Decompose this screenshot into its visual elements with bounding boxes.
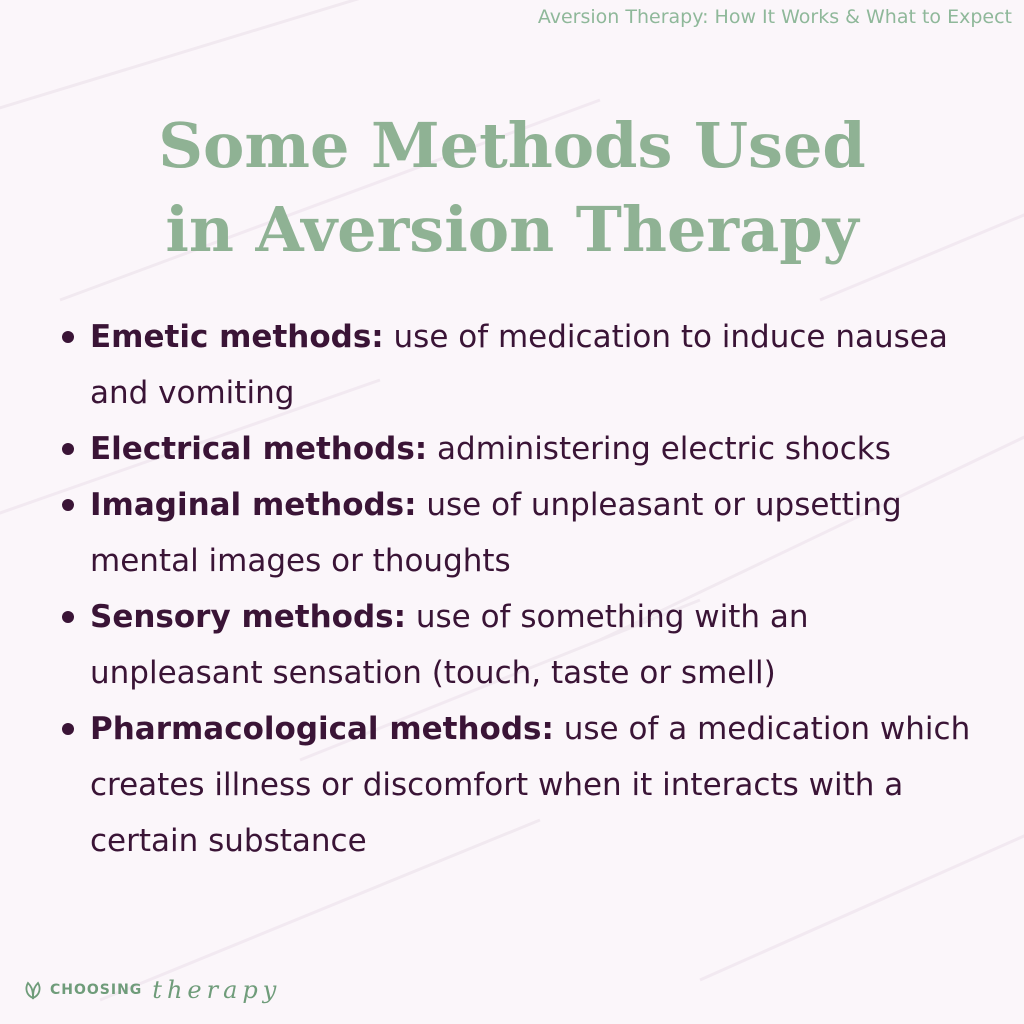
title-line-2: in Aversion Therapy <box>165 193 859 266</box>
brand-logo <box>22 976 281 1004</box>
list-item-emetic <box>62 309 982 421</box>
method-description: administering electric shocks <box>427 431 891 467</box>
list-item-electrical <box>62 421 982 477</box>
brand-word-therapy: therapy <box>152 976 282 1004</box>
list-item-imaginal <box>62 477 982 589</box>
method-term: Sensory methods: <box>90 599 407 635</box>
method-description: use of medication to induce nausea and vomiting <box>90 319 948 411</box>
bullet-dot <box>62 723 74 735</box>
bullet-dot <box>62 331 74 343</box>
methods-list <box>62 309 982 869</box>
page-caption: Aversion Therapy: How It Works & What to Expect <box>537 6 1012 28</box>
method-description: use of unpleasant or upsetting mental images or thoughts <box>90 487 902 579</box>
list-item-pharmacological <box>62 701 982 869</box>
method-description: use of a medication which creates illness or discomfort when it interacts with a certain substance <box>90 711 971 859</box>
bullet-dot <box>62 611 74 623</box>
list-item-sensory <box>62 589 982 701</box>
method-description: use of something with an unpleasant sensation (touch, taste or smell) <box>90 599 809 691</box>
method-term: Pharmacological methods: <box>90 711 554 747</box>
page-title <box>0 104 1024 272</box>
title-line-1: Some Methods Used <box>158 109 866 182</box>
bullet-dot <box>62 443 74 455</box>
method-term: Imaginal methods: <box>90 487 417 523</box>
method-term: Emetic methods: <box>90 319 384 355</box>
method-term: Electrical methods: <box>90 431 428 467</box>
leaf-icon <box>22 979 44 1001</box>
bullet-dot <box>62 499 74 511</box>
brand-word-choosing: CHOOSING <box>50 982 143 998</box>
